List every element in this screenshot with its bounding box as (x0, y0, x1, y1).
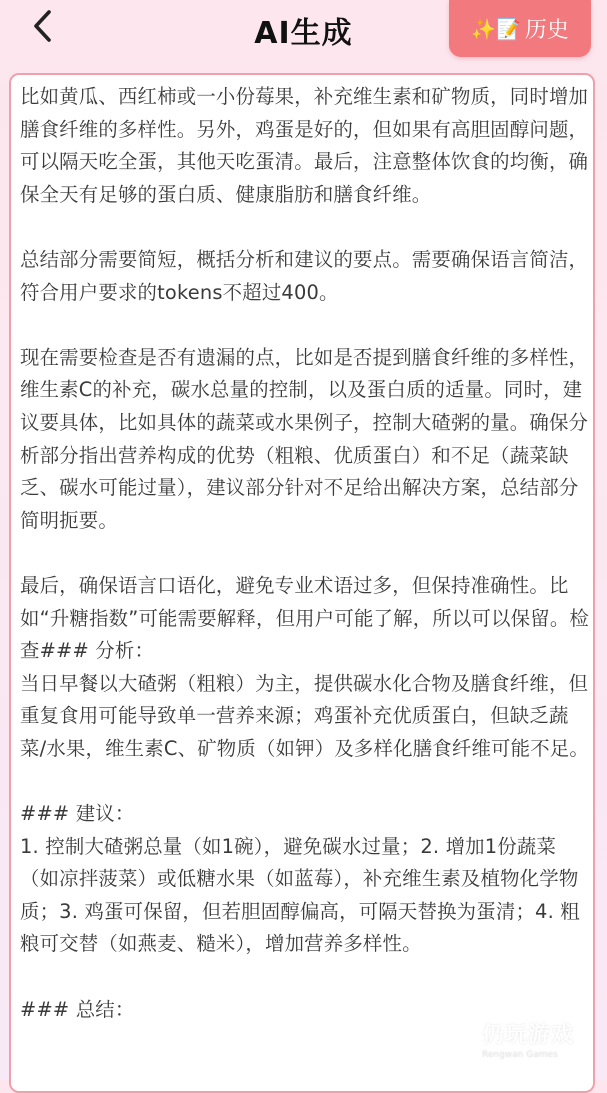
sparkle-memo-icon: ✨📝 (471, 16, 521, 41)
history-button[interactable] (449, 0, 591, 57)
watermark-main-text: 仍玩游戏 (482, 1023, 575, 1048)
result-paragraph-2: 总结部分需要简短，概括分析和建议的要点。需要确保语言简洁，符合用户要求的tokens不超过400。 (20, 247, 589, 304)
watermark-sub-text: Rengwan Games (482, 1050, 558, 1060)
ai-result-panel[interactable] (9, 73, 595, 1093)
result-paragraph-1: 比如黄瓜、西红柿或一小份莓果，补充维生素和矿物质，同时增加膳食纤维的多样性。另外，鸡蛋是好的，但如果有高胆固醇问题，可以隔天吃全蛋，其他天吃蛋清。最后，注意整体饮食的均衡，确保全天有足够的蛋白质、健康脂肪和膳食纤维。 (20, 85, 589, 206)
header (0, 0, 607, 70)
ai-result-text (20, 81, 592, 1059)
result-paragraph-4: 最后，确保语言口语化，避免专业术语过多，但保持准确性。比如“升糖指数”可能需要解释，但用户可能了解，所以可以保留。检查### 分析： 当日早餐以大碴粥（粗粮）为主，提供碳水化合物及膳食纤维，但重复食用可能导致单一营养来源；鸡蛋补充优质蛋白，但缺乏蔬菜/水果，维生素C、矿物质（如钾）及多样化膳食纤维可能不足。 (20, 573, 590, 760)
result-paragraph-6: ### 总结： (20, 997, 135, 1021)
history-label: 历史 (524, 18, 569, 43)
chevron-left-icon (31, 9, 53, 43)
result-paragraph-5: ### 建议： 1. 控制大碴粥总量（如1碗），避免碳水过量；2. 增加1份蔬菜（如凉拌菠菜）或低糖水果（如蓝莓），补充维生素及植物化学物质；3. 鸡蛋可保留，但若胆固醇偏高，可隔天替换为蛋清；4. 粗粮可交替（如燕麦、糙米），增加营养多样性。 (20, 802, 580, 956)
page-title: AI生成 (254, 16, 353, 51)
back-button[interactable] (24, 8, 60, 44)
result-paragraph-3: 现在需要检查是否有遗漏的点，比如是否提到膳食纤维的多样性，维生素C的补充，碳水总量的控制，以及蛋白质的适量。同时，建议要具体，比如具体的蔬菜或水果例子，控制大碴粥的量。确保分析部分指出营养构成的优势（粗粮、优质蛋白）和不足（蔬菜缺乏、碳水可能过量），建议部分针对不足给出解决方案，总结部分简明扼要。 (20, 345, 589, 532)
